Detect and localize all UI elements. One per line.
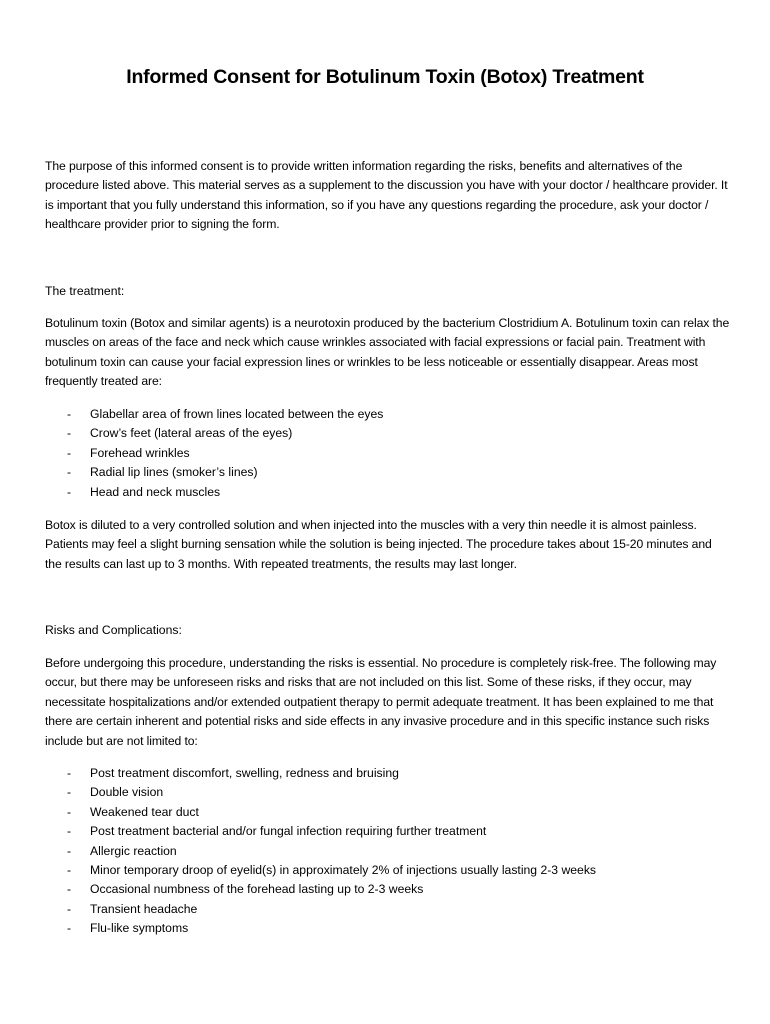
bullet-dash: - xyxy=(67,785,72,800)
list-item-text: Weakened tear duct xyxy=(90,804,199,819)
list-item-text: Post treatment discomfort, swelling, redness and bruising xyxy=(90,766,399,780)
treatment-areas-list xyxy=(45,405,383,502)
bullet-dash: - xyxy=(67,843,72,858)
list-item xyxy=(45,783,596,802)
risks-list xyxy=(45,764,596,939)
list-item-text: Head and neck muscles xyxy=(90,484,221,499)
bullet-dash: - xyxy=(67,426,72,441)
bullet-dash: - xyxy=(67,484,72,499)
list-item-text: Radial lip lines (smoker’s lines) xyxy=(90,465,258,480)
list-item-text: Forehead wrinkles xyxy=(90,445,190,460)
list-item xyxy=(45,764,596,783)
list-item-text: Minor temporary droop of eyelid(s) in approximately 2% of injections usually lasting 2-3 weeks xyxy=(90,863,597,878)
list-item xyxy=(45,803,596,822)
document-title: Informed Consent for Botulinum Toxin (Botox) Treatment xyxy=(126,66,644,88)
list-item-text: Glabellar area of frown lines located between the eyes xyxy=(90,407,384,421)
bullet-dash: - xyxy=(67,766,72,780)
list-item-text: Double vision xyxy=(90,785,164,800)
list-item xyxy=(45,444,383,463)
treatment-description: Botulinum toxin (Botox and similar agents) is a neurotoxin produced by the bacterium Clostridium A. Botulinum toxin can relax the muscles on areas of the face and neck which cause wrinkles associated with facial expressions or facial pain. Treatment with botulinum toxin can cause your facial expression lines or wrinkles to be less noticeable or essentially disappear. Areas most frequently treated are: xyxy=(45,316,730,389)
bullet-dash: - xyxy=(67,863,72,878)
list-item xyxy=(45,880,596,899)
treatment-heading: The treatment: xyxy=(45,284,125,298)
list-item xyxy=(45,900,596,919)
bullet-dash: - xyxy=(67,445,72,460)
list-item xyxy=(45,861,596,880)
bullet-dash: - xyxy=(67,921,72,936)
bullet-dash: - xyxy=(67,882,72,897)
procedure-paragraph: Botox is diluted to a very controlled solution and when injected into the muscles with a very thin needle it is almost painless. Patients may feel a slight burning sensation while the solution is being injected. The procedure takes about 15-20 minutes and the results can last up to 3 months. With repeated treatments, the results may last longer. xyxy=(45,518,712,571)
list-item xyxy=(45,919,596,938)
risks-description: Before undergoing this procedure, understanding the risks is essential. No procedure is completely risk-free. The following may occur, but there may be unforeseen risks and risks that are not included on this list. Some of these risks, if they occur, may necessitate hospitalizations and/or extended outpatient therapy to permit adequate treatment. It has been explained to me that there are certain inherent and potential risks and side effects in any invasive procedure and in this specific instance such risks include but are not limited to: xyxy=(45,656,717,748)
bullet-dash: - xyxy=(67,824,72,839)
list-item-text: Flu-like symptoms xyxy=(90,921,189,936)
list-item xyxy=(45,463,383,482)
list-item xyxy=(45,842,596,861)
list-item xyxy=(45,822,596,841)
list-item-text: Transient headache xyxy=(90,901,198,916)
risks-heading: Risks and Complications: xyxy=(45,623,182,637)
bullet-dash: - xyxy=(67,407,72,421)
list-item xyxy=(45,483,383,502)
bullet-dash: - xyxy=(67,901,72,916)
intro-paragraph: The purpose of this informed consent is to provide written information regarding the risks, benefits and alternatives of the procedure listed above. This material serves as a supplement to the discussion you have with your doctor / healthcare provider. It is important that you fully understand this information, so if you have any questions regarding the procedure, ask your doctor / healthcare provider prior to signing the form. xyxy=(45,159,728,232)
bullet-dash: - xyxy=(67,465,72,480)
list-item xyxy=(45,424,383,443)
list-item-text: Post treatment bacterial and/or fungal infection requiring further treatment xyxy=(90,824,487,839)
list-item-text: Allergic reaction xyxy=(90,843,177,858)
bullet-dash: - xyxy=(67,804,72,819)
list-item xyxy=(45,405,383,424)
list-item-text: Crow’s feet (lateral areas of the eyes) xyxy=(90,426,293,441)
list-item-text: Occasional numbness of the forehead lasting up to 2-3 weeks xyxy=(90,882,424,897)
